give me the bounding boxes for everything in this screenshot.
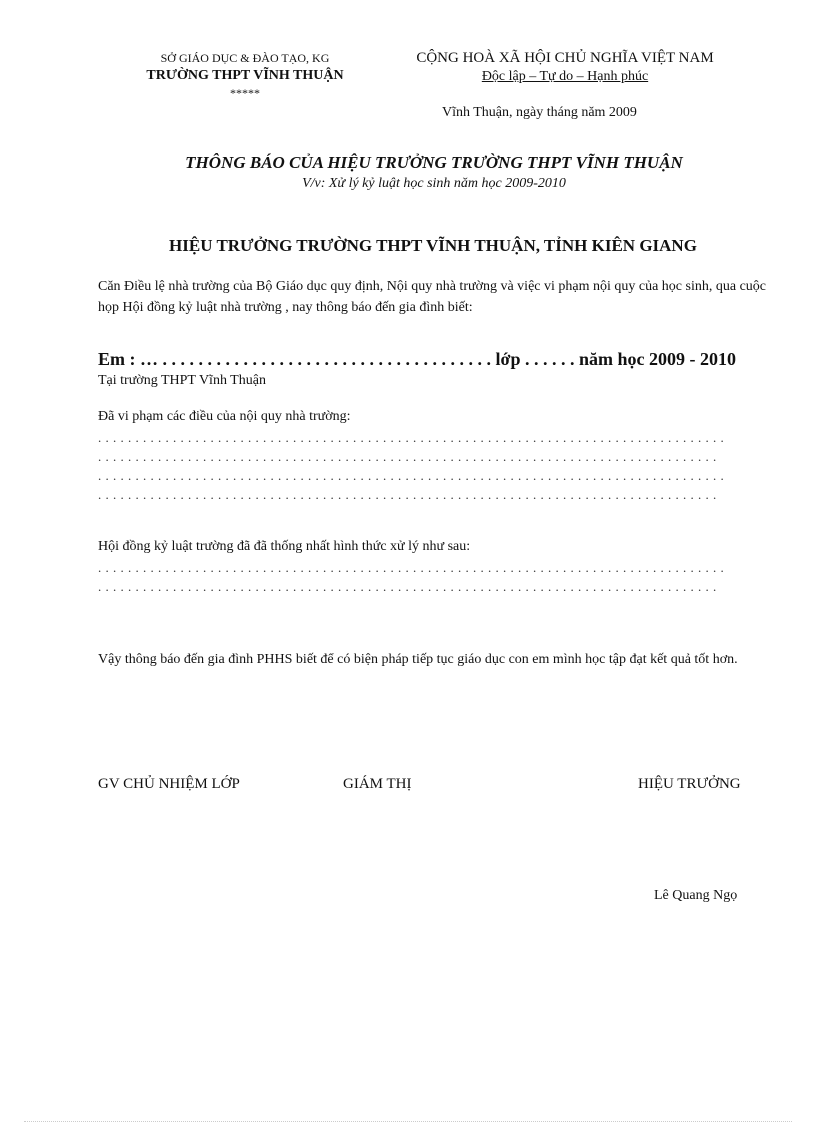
student-fill-line: Em : … . . . . . . . . . . . . . . . . . . . . . . . . . . . . . . . . . . . . . lớp . . . . . . năm học 2009 - 2010 — [98, 349, 736, 369]
school-line: Tại trường THPT Vĩnh Thuận — [98, 373, 266, 388]
intro-paragraph: Căn Điều lệ nhà trường của Bộ Giáo dục quy định, Nội quy nhà trường và việc vi phạm nội quy của học sinh, qua cuộc họp Hội đồng kỷ luật nhà trường , nay thông báo đến gia đình biết: — [98, 279, 767, 315]
decision-fill-line-2: . . . . . . . . . . . . . . . . . . . . . . . . . . . . . . . . . . . . . . . . . . . . . . . . . . . . . . . . . . . . . . . . . . . . . . . . . . . . . . . . . . . — [98, 579, 717, 594]
document-title: THÔNG BÁO CỦA HIỆU TRƯỞNG TRƯỜNG THPT VĨNH THUẬN — [185, 153, 683, 172]
principal-name: Lê Quang Ngọ — [654, 888, 738, 903]
violations-fill-line-4: . . . . . . . . . . . . . . . . . . . . . . . . . . . . . . . . . . . . . . . . . . . . . . . . . . . . . . . . . . . . . . . . . . . . . . . . . . . . . . . . . . . — [98, 487, 717, 502]
national-motto: Độc lập – Tự do – Hạnh phúc — [481, 69, 649, 84]
decision-fill-line-1: . . . . . . . . . . . . . . . . . . . . . . . . . . . . . . . . . . . . . . . . . . . . . . . . . . . . . . . . . . . . . . . . . . . . . . . . . . . . . . . . . . . . — [98, 560, 725, 575]
decision-label: Hội đồng kỷ luật trường đã đã thống nhất hình thức xử lý như sau: — [98, 539, 471, 554]
signature-supervisor: GIÁM THỊ — [343, 776, 412, 792]
violations-fill-line-1: . . . . . . . . . . . . . . . . . . . . . . . . . . . . . . . . . . . . . . . . . . . . . . . . . . . . . . . . . . . . . . . . . . . . . . . . . . . . . . . . . . . . — [98, 430, 725, 445]
header-stars: ***** — [230, 86, 260, 100]
country-name: CỘNG HOÀ XÃ HỘI CHỦ NGHĨA VIỆT NAM — [416, 50, 714, 66]
closing-paragraph: Vậy thông báo đến gia đình PHHS biết để có biện pháp tiếp tục giáo dục con em mình học tập đạt kết quả tốt hơn. — [98, 652, 738, 667]
violations-label: Đã vi phạm các điều của nội quy nhà trường: — [98, 409, 351, 424]
page-bottom-rule — [24, 1121, 792, 1122]
school-name: TRƯỜNG THPT VĨNH THUẬN — [146, 68, 344, 83]
date-line: Vĩnh Thuận, ngày tháng năm 2009 — [442, 105, 637, 120]
violations-fill-line-3: . . . . . . . . . . . . . . . . . . . . . . . . . . . . . . . . . . . . . . . . . . . . . . . . . . . . . . . . . . . . . . . . . . . . . . . . . . . . . . . . . . . . — [98, 468, 725, 483]
department-name: SỞ GIÁO DỤC & ĐÀO TẠO, KG — [160, 51, 330, 65]
signature-principal: HIỆU TRƯỞNG — [638, 776, 741, 792]
signature-homeroom-teacher: GV CHỦ NHIỆM LỚP — [98, 776, 240, 792]
document-subtitle: V/v: Xử lý kỷ luật học sinh năm học 2009-2010 — [302, 176, 566, 191]
violations-fill-line-2: . . . . . . . . . . . . . . . . . . . . . . . . . . . . . . . . . . . . . . . . . . . . . . . . . . . . . . . . . . . . . . . . . . . . . . . . . . . . . . . . . . . — [98, 449, 717, 464]
principal-heading: HIỆU TRƯỞNG TRƯỜNG THPT VĨNH THUẬN, TỈNH KIÊN GIANG — [169, 236, 697, 255]
